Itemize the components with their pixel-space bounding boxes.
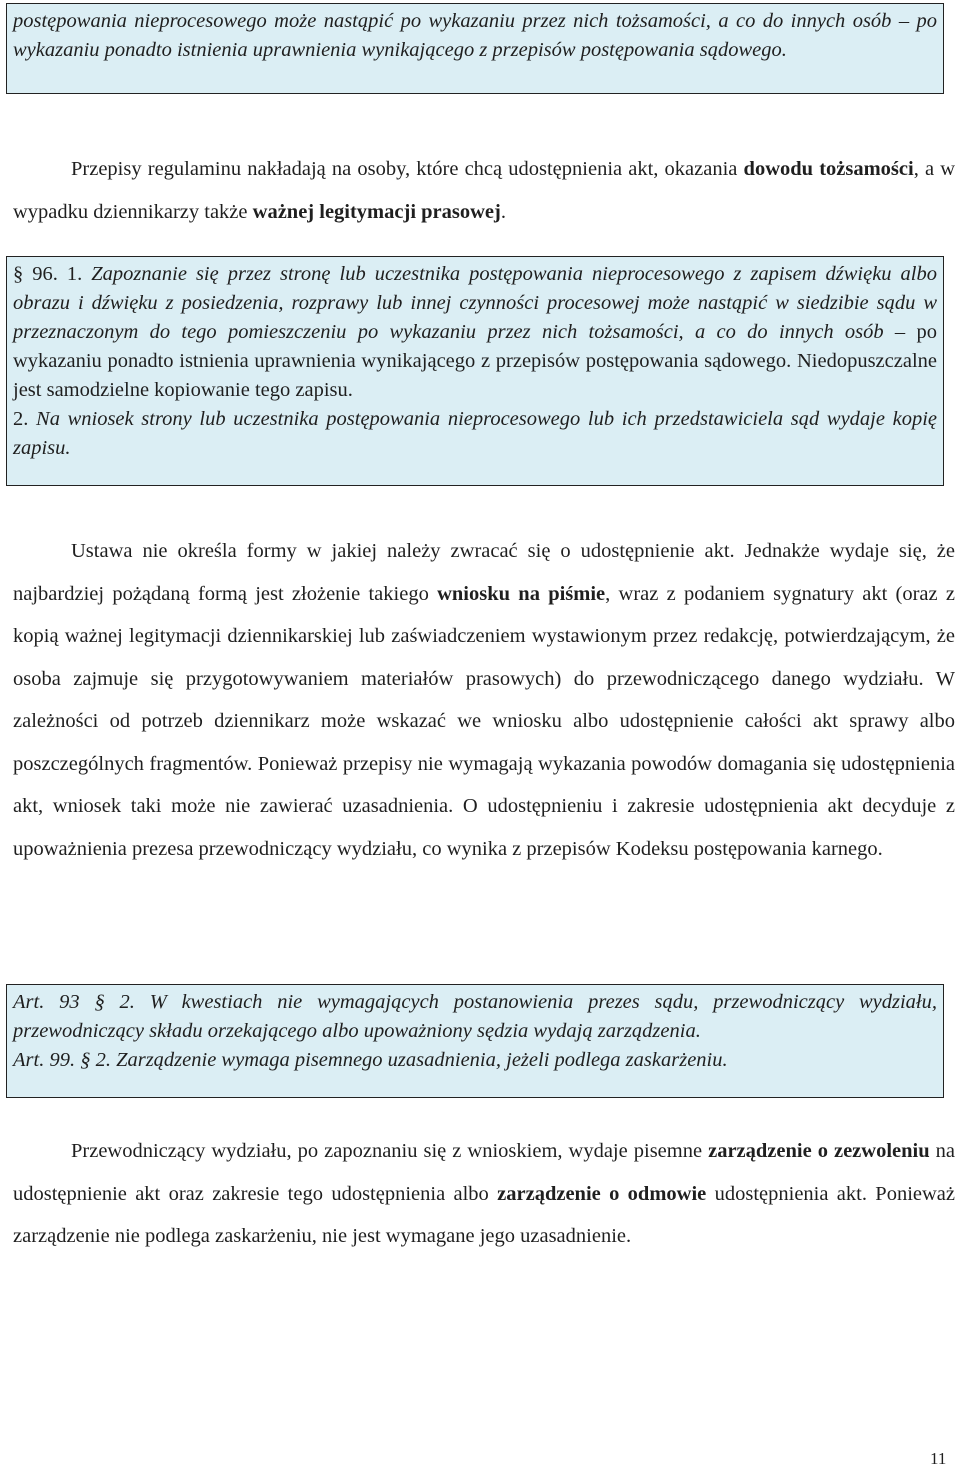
item-number: 2. bbox=[13, 408, 29, 430]
bold-text: zarządzenie o zezwoleniu bbox=[708, 1140, 930, 1162]
bold-text: ważnej legitymacji prasowej bbox=[252, 200, 501, 223]
bold-text: zarządzenie o odmowie bbox=[497, 1182, 707, 1205]
quote-text: Na wniosek strony lub uczestnika postępowania nieprocesowego lub ich przedstawiciela sąd wydaje kopię zapisu. bbox=[13, 408, 937, 459]
quote-text: Art. 99. § 2. Zarządzenie wymaga pisemnego uzasadnienia, jeżeli podlega zaskarżeniu. bbox=[13, 1049, 728, 1071]
quote-text: po wykazaniu ponadto istnienia uprawnienia wynikającego z przepisów postępowania sądowego. bbox=[13, 321, 937, 372]
quote-text: Zapoznanie się przez stronę lub uczestnika postępowania nieprocesowego z zapisem dźwięku albo obrazu i dźwięku z posiedzenia, rozprawy lub innej czynności procesowej może nastąpić w siedzibie sądu w przeznaczonym do tego pomieszczeniu po wykazaniu przez nich tożsamości, a co do innych osób – bbox=[13, 263, 937, 343]
quote-text: Art. 93 § 2. W kwestiach nie wymagających postanowienia prezes sądu, przewodniczący wydziału, przewodniczący składu orzekającego albo upoważniony sędzia wydają zarządzenia. bbox=[13, 991, 937, 1042]
quote-text: postępowania nieprocesowego może nastąpić po wykazaniu przez nich tożsamości, a co do innych osób – po wykazaniu ponadto istnienia uprawnienia wynikającego z przepisów postępowania sądowego. bbox=[13, 10, 937, 61]
bold-text: wniosku na piśmie bbox=[437, 582, 606, 605]
text: Ustawa nie określa formy w jakiej należy zwracać się o udostępnienie akt. Jednakże wydaje się, że najbardziej pożądaną formą jest złożenie takiego bbox=[13, 540, 955, 605]
page-number: 11 bbox=[930, 1449, 947, 1468]
text: udostępnienia akt. Ponieważ zarządzenie nie podlega zaskarżeniu, nie jest wymagane jego uzasadnienie. bbox=[13, 1182, 956, 1247]
paragraph-decision bbox=[13, 1130, 955, 1258]
quote-box-top bbox=[6, 3, 944, 94]
quote-box-article-96 bbox=[6, 256, 944, 486]
text: na udostępnienie akt oraz zakresie tego udostępnienia albo bbox=[13, 1140, 955, 1205]
bold-text: dowodu tożsamości bbox=[743, 158, 914, 180]
text: , wraz z podaniem sygnatury akt (oraz z kopią ważnej legitymacji dziennikarskiej lub zaświadczeniem wystawionym przez redakcję, potwierdzającym, że osoba zajmuje się przygotowywaniem materiałów prasowych) do przewodniczącego danego wydziału. W zależności od potrzeb dziennikarz może wskazać we wniosku albo udostępnienie całości akt sprawy albo poszczególnych fragmentów. Ponieważ przepisy nie wymagają wykazania powodów domagania się udostępnienia akt, wniosek taki może nie zawierać uzasadnienia. O udostępnieniu i zakresie udostępnienia akt decyduje z upoważnienia prezesa przewodniczący wydziału, co wynika z przepisów Kodeksu postępowania karnego. bbox=[13, 582, 955, 860]
text: Przepisy regulaminu nakładają na osoby, które chcą udostępnienia akt, okazania bbox=[71, 158, 744, 180]
article-number: § 96. 1. bbox=[13, 263, 83, 285]
quote-text: Niedopuszczalne jest samodzielne kopiowanie tego zapisu. bbox=[13, 350, 937, 401]
quote-box-articles-93-99 bbox=[6, 984, 944, 1098]
paragraph-regulations bbox=[13, 148, 955, 233]
text: Przewodniczący wydziału, po zapoznaniu się z wnioskiem, wydaje pisemne bbox=[71, 1140, 709, 1162]
text: , a w wypadku dziennikarzy także bbox=[13, 158, 956, 223]
paragraph-request-form bbox=[13, 530, 955, 870]
text: . bbox=[500, 200, 506, 223]
